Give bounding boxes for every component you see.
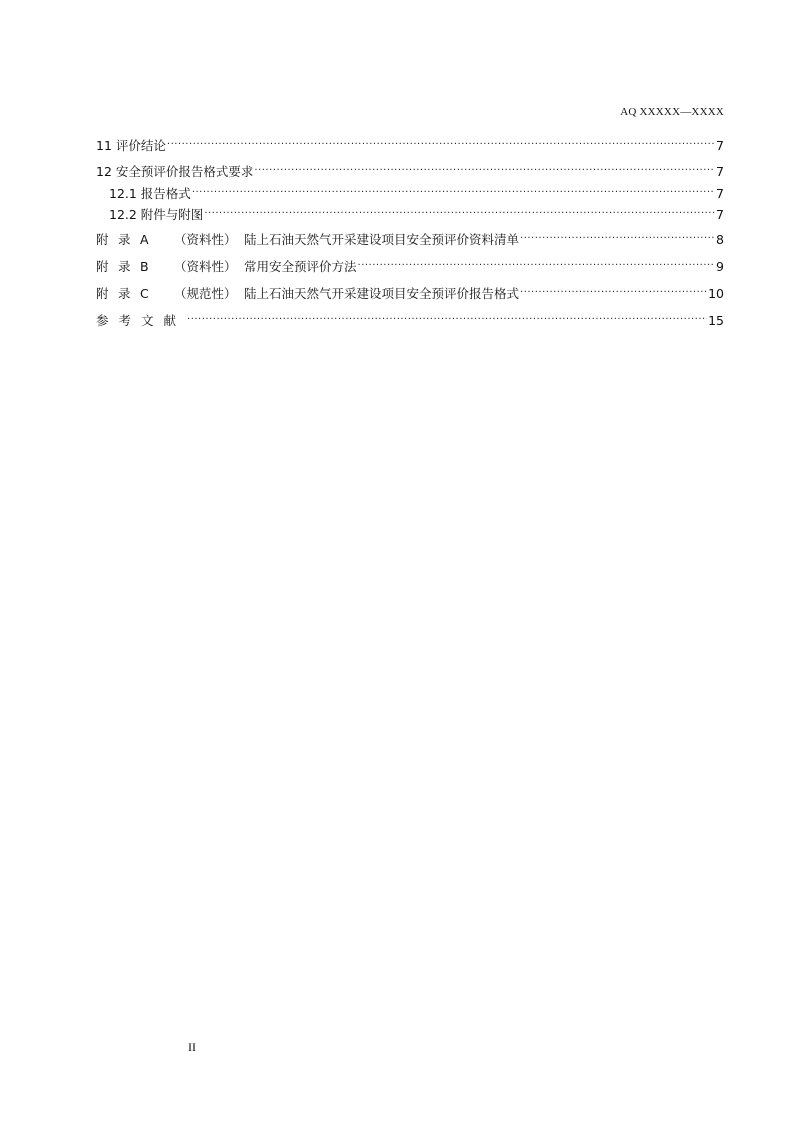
toc-page-number: 10: [708, 286, 724, 301]
toc-entry-title: 11 评价结论: [96, 138, 166, 153]
toc-page-number: 15: [708, 313, 724, 328]
appendix-title: 常用安全预评价方法: [244, 259, 357, 274]
appendix-word-2: 录: [118, 259, 131, 274]
appendix-letter: A: [140, 232, 149, 247]
appendix-word-1: 附: [96, 232, 109, 247]
appendix-letter: C: [140, 286, 149, 301]
appendix-title: 陆上石油天然气开采建设项目安全预评价资料清单: [244, 232, 520, 247]
toc-page-number: 7: [716, 207, 724, 222]
toc-dot-leader: [254, 158, 715, 178]
toc-entry-appendix-b[interactable]: [96, 257, 724, 277]
appendix-title: 陆上石油天然气开采建设项目安全预评价报告格式: [244, 286, 520, 301]
appendix-letter: B: [140, 259, 149, 274]
toc-dot-leader: [358, 253, 716, 273]
toc-entry-title: 12.1 报告格式: [109, 186, 191, 201]
document-code-header: AQ XXXXX—XXXX: [620, 106, 724, 118]
toc-dot-leader: [192, 180, 715, 200]
appendix-word-2: 录: [118, 286, 131, 301]
toc-entry-title: [96, 230, 519, 250]
toc-entry-references[interactable]: [96, 311, 724, 331]
toc-dot-leader: [167, 132, 715, 152]
toc-entry-appendix-c[interactable]: [96, 284, 724, 304]
toc-entry-title: 12.2 附件与附图: [109, 207, 204, 222]
toc-entry-12-2[interactable]: [96, 205, 724, 225]
toc-page-number: 9: [716, 259, 724, 274]
toc-page-number: 7: [716, 164, 724, 179]
toc-dot-leader: [520, 280, 707, 300]
appendix-nature: （资料性）: [174, 232, 237, 247]
toc-page-number: 7: [716, 138, 724, 153]
appendix-nature: （规范性）: [174, 286, 237, 301]
toc-entry-title: [96, 284, 519, 304]
toc-dot-leader: [204, 201, 715, 221]
appendix-word-2: 录: [118, 232, 131, 247]
toc-entry-title: [96, 257, 357, 277]
toc-dot-leader: [520, 226, 715, 246]
toc-dot-leader: [187, 307, 707, 327]
appendix-nature: （资料性）: [174, 259, 237, 274]
toc-entry-title: 12 安全预评价报告格式要求: [96, 164, 254, 179]
toc-page-number: 7: [716, 186, 724, 201]
appendix-word-1: 附: [96, 259, 109, 274]
toc-entry-11[interactable]: [96, 136, 724, 156]
toc-entry-title: 参考文献: [96, 313, 187, 328]
appendix-word-1: 附: [96, 286, 109, 301]
toc-entry-12[interactable]: [96, 162, 724, 182]
toc-page-number: 8: [716, 232, 724, 247]
page-number-footer: II: [188, 1040, 196, 1054]
toc-entry-appendix-a[interactable]: [96, 230, 724, 250]
